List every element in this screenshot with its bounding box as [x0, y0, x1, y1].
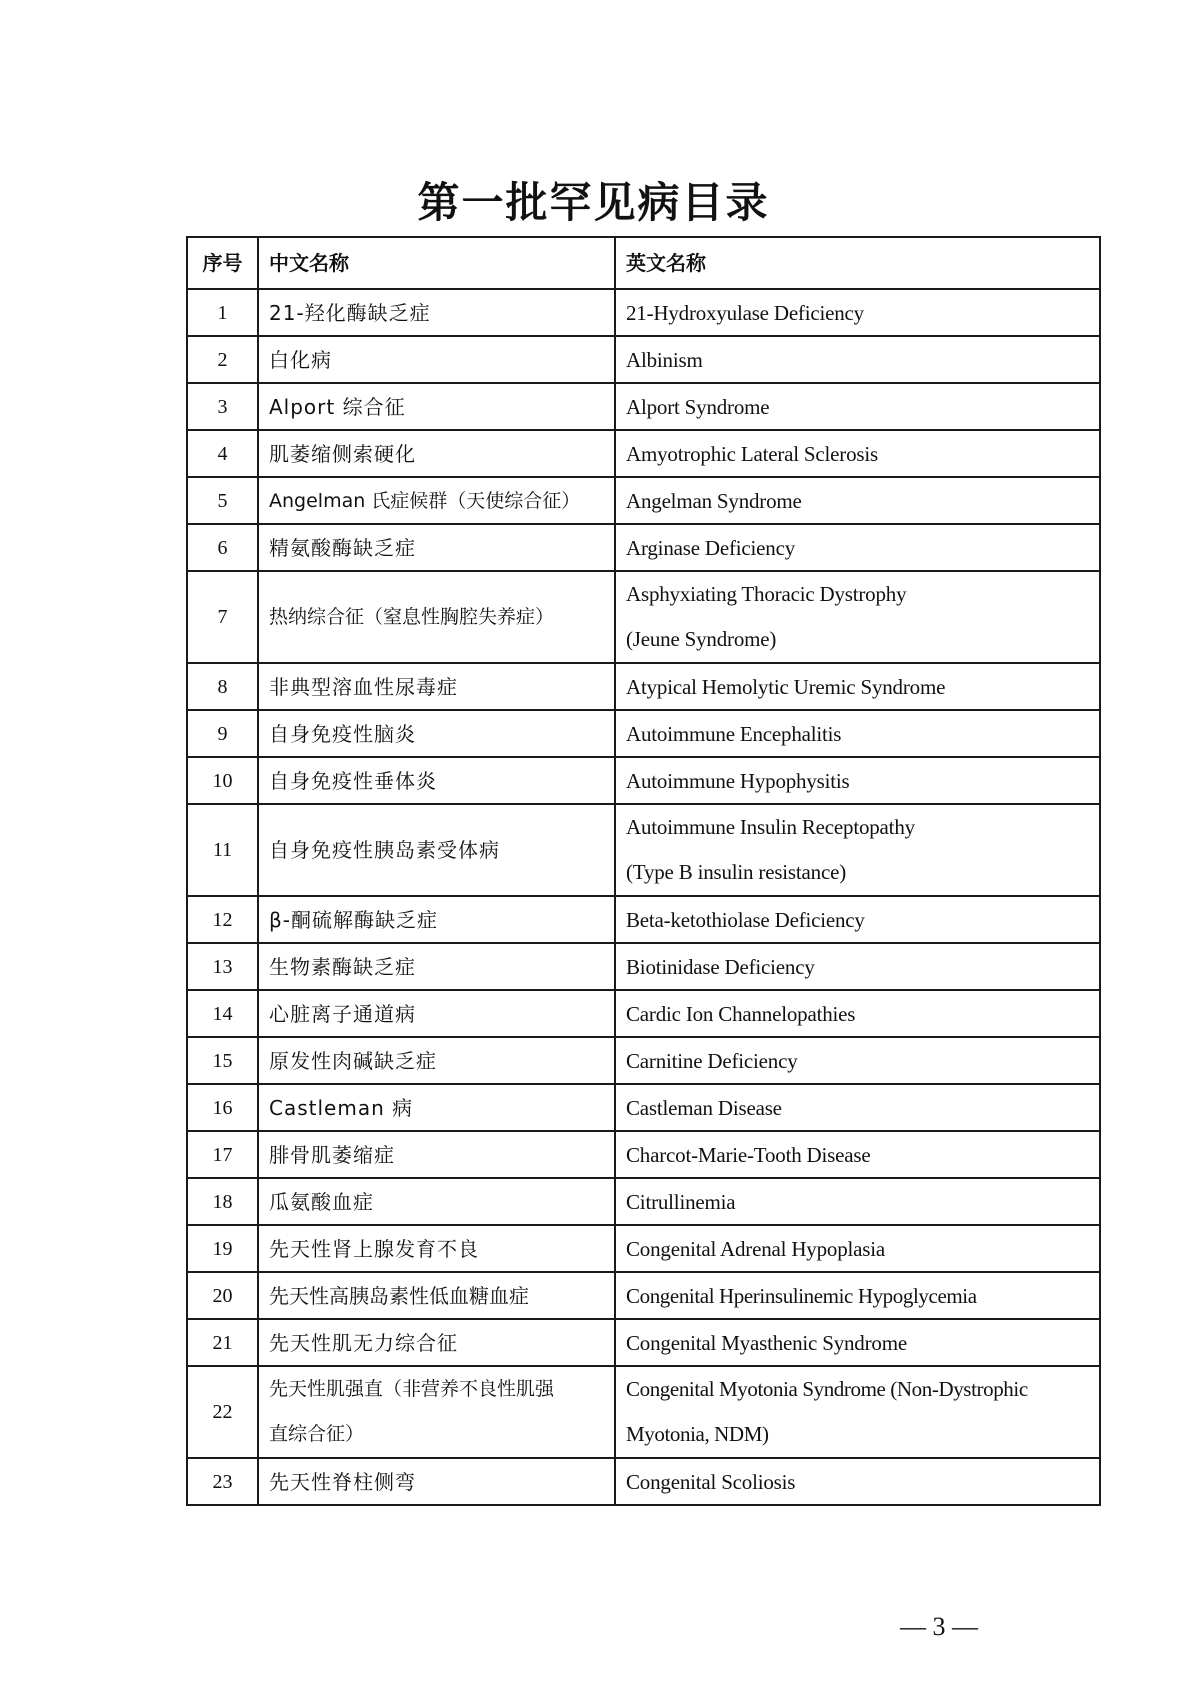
row-number: 9 [187, 710, 258, 757]
row-number: 1 [187, 289, 258, 336]
table-row [187, 1225, 1100, 1272]
row-number: 23 [187, 1458, 258, 1505]
row-number: 3 [187, 383, 258, 430]
table-row [187, 524, 1100, 571]
english-name: Atypical Hemolytic Uremic Syndrome [615, 663, 1100, 710]
table-row [187, 1178, 1100, 1225]
english-name: Carnitine Deficiency [615, 1037, 1100, 1084]
english-name: Citrullinemia [615, 1178, 1100, 1225]
chinese-name: 心脏离子通道病 [258, 990, 615, 1037]
row-number: 4 [187, 430, 258, 477]
english-name: Beta-ketothiolase Deficiency [615, 896, 1100, 943]
table-row [187, 336, 1100, 383]
english-name-line2: Myotonia, NDM) [626, 1422, 769, 1446]
row-number: 11 [187, 804, 258, 896]
chinese-name: 热纳综合征（窒息性胸腔失养症） [258, 571, 615, 663]
table-row [187, 896, 1100, 943]
header-no: 序号 [187, 237, 258, 289]
chinese-name: 腓骨肌萎缩症 [258, 1131, 615, 1178]
table-row [187, 1458, 1100, 1505]
english-name: Cardic Ion Channelopathies [615, 990, 1100, 1037]
row-number: 12 [187, 896, 258, 943]
row-number: 6 [187, 524, 258, 571]
table-row [187, 943, 1100, 990]
table-row [187, 757, 1100, 804]
english-name-line2: (Jeune Syndrome) [626, 627, 777, 651]
row-number: 18 [187, 1178, 258, 1225]
english-name-cell [615, 804, 1100, 896]
english-name: Arginase Deficiency [615, 524, 1100, 571]
row-number: 13 [187, 943, 258, 990]
row-number: 10 [187, 757, 258, 804]
english-name: Angelman Syndrome [615, 477, 1100, 524]
chinese-name: 白化病 [258, 336, 615, 383]
table-row [187, 663, 1100, 710]
english-name: Congenital Scoliosis [615, 1458, 1100, 1505]
chinese-name: 先天性肾上腺发育不良 [258, 1225, 615, 1272]
table-header-row [187, 237, 1100, 289]
chinese-name: 自身免疫性胰岛素受体病 [258, 804, 615, 896]
table-row [187, 571, 1100, 663]
header-chinese-name: 中文名称 [258, 237, 615, 289]
chinese-name: 肌萎缩侧索硬化 [258, 430, 615, 477]
chinese-name-line2: 直综合征） [269, 1423, 365, 1445]
chinese-name: 非典型溶血性尿毒症 [258, 663, 615, 710]
table-row [187, 710, 1100, 757]
english-name: Alport Syndrome [615, 383, 1100, 430]
table-row [187, 289, 1100, 336]
row-number: 16 [187, 1084, 258, 1131]
english-name: Congenital Hperinsulinemic Hypoglycemia [615, 1272, 1100, 1319]
english-name-cell [615, 1366, 1100, 1458]
chinese-name: 21-羟化酶缺乏症 [258, 289, 615, 336]
table-row [187, 1366, 1100, 1458]
table-row [187, 804, 1100, 896]
english-name: Congenital Adrenal Hypoplasia [615, 1225, 1100, 1272]
table-row [187, 990, 1100, 1037]
table-row [187, 430, 1100, 477]
english-name: 21-Hydroxyulase Deficiency [615, 289, 1100, 336]
table-row [187, 1131, 1100, 1178]
chinese-name: 先天性肌无力综合征 [258, 1319, 615, 1366]
chinese-name: 精氨酸酶缺乏症 [258, 524, 615, 571]
page-title: 第一批罕见病目录 [417, 178, 770, 227]
table-row [187, 1319, 1100, 1366]
english-name: Autoimmune Encephalitis [615, 710, 1100, 757]
chinese-name: 原发性肉碱缺乏症 [258, 1037, 615, 1084]
table-row [187, 383, 1100, 430]
row-number: 8 [187, 663, 258, 710]
english-name: Amyotrophic Lateral Sclerosis [615, 430, 1100, 477]
english-name-line2: (Type B insulin resistance) [626, 860, 846, 884]
chinese-name: β-酮硫解酶缺乏症 [258, 896, 615, 943]
row-number: 19 [187, 1225, 258, 1272]
table-row [187, 1272, 1100, 1319]
english-name: Congenital Myasthenic Syndrome [615, 1319, 1100, 1366]
row-number: 15 [187, 1037, 258, 1084]
table-row [187, 1037, 1100, 1084]
english-name: Biotinidase Deficiency [615, 943, 1100, 990]
table-row [187, 477, 1100, 524]
english-name: Asphyxiating Thoracic Dystrophy [626, 582, 907, 606]
rare-disease-table-container [186, 236, 1099, 1506]
table-row [187, 1084, 1100, 1131]
chinese-name: 自身免疫性脑炎 [258, 710, 615, 757]
english-name: Autoimmune Hypophysitis [615, 757, 1100, 804]
chinese-name: 先天性肌强直（非营养不良性肌强 [269, 1378, 555, 1400]
row-number: 2 [187, 336, 258, 383]
row-number: 14 [187, 990, 258, 1037]
row-number: 7 [187, 571, 258, 663]
english-name: Albinism [615, 336, 1100, 383]
chinese-name: Castleman 病 [258, 1084, 615, 1131]
rare-disease-table [186, 236, 1101, 1506]
english-name: Autoimmune Insulin Receptopathy [626, 815, 915, 839]
chinese-name: Angelman 氏症候群（天使综合征） [258, 477, 615, 524]
english-name: Congenital Myotonia Syndrome (Non-Dystrophic [626, 1377, 1028, 1401]
row-number: 20 [187, 1272, 258, 1319]
chinese-name: Alport 综合征 [258, 383, 615, 430]
chinese-name: 瓜氨酸血症 [258, 1178, 615, 1225]
english-name: Castleman Disease [615, 1084, 1100, 1131]
row-number: 5 [187, 477, 258, 524]
chinese-name: 先天性脊柱侧弯 [258, 1458, 615, 1505]
chinese-name-cell [258, 1366, 615, 1458]
row-number: 21 [187, 1319, 258, 1366]
row-number: 17 [187, 1131, 258, 1178]
english-name-cell [615, 571, 1100, 663]
chinese-name: 自身免疫性垂体炎 [258, 757, 615, 804]
header-english-name: 英文名称 [615, 237, 1100, 289]
row-number: 22 [187, 1366, 258, 1458]
page-number: — 3 — [900, 1612, 978, 1641]
chinese-name: 先天性高胰岛素性低血糖血症 [258, 1272, 615, 1319]
chinese-name: 生物素酶缺乏症 [258, 943, 615, 990]
english-name: Charcot-Marie-Tooth Disease [615, 1131, 1100, 1178]
